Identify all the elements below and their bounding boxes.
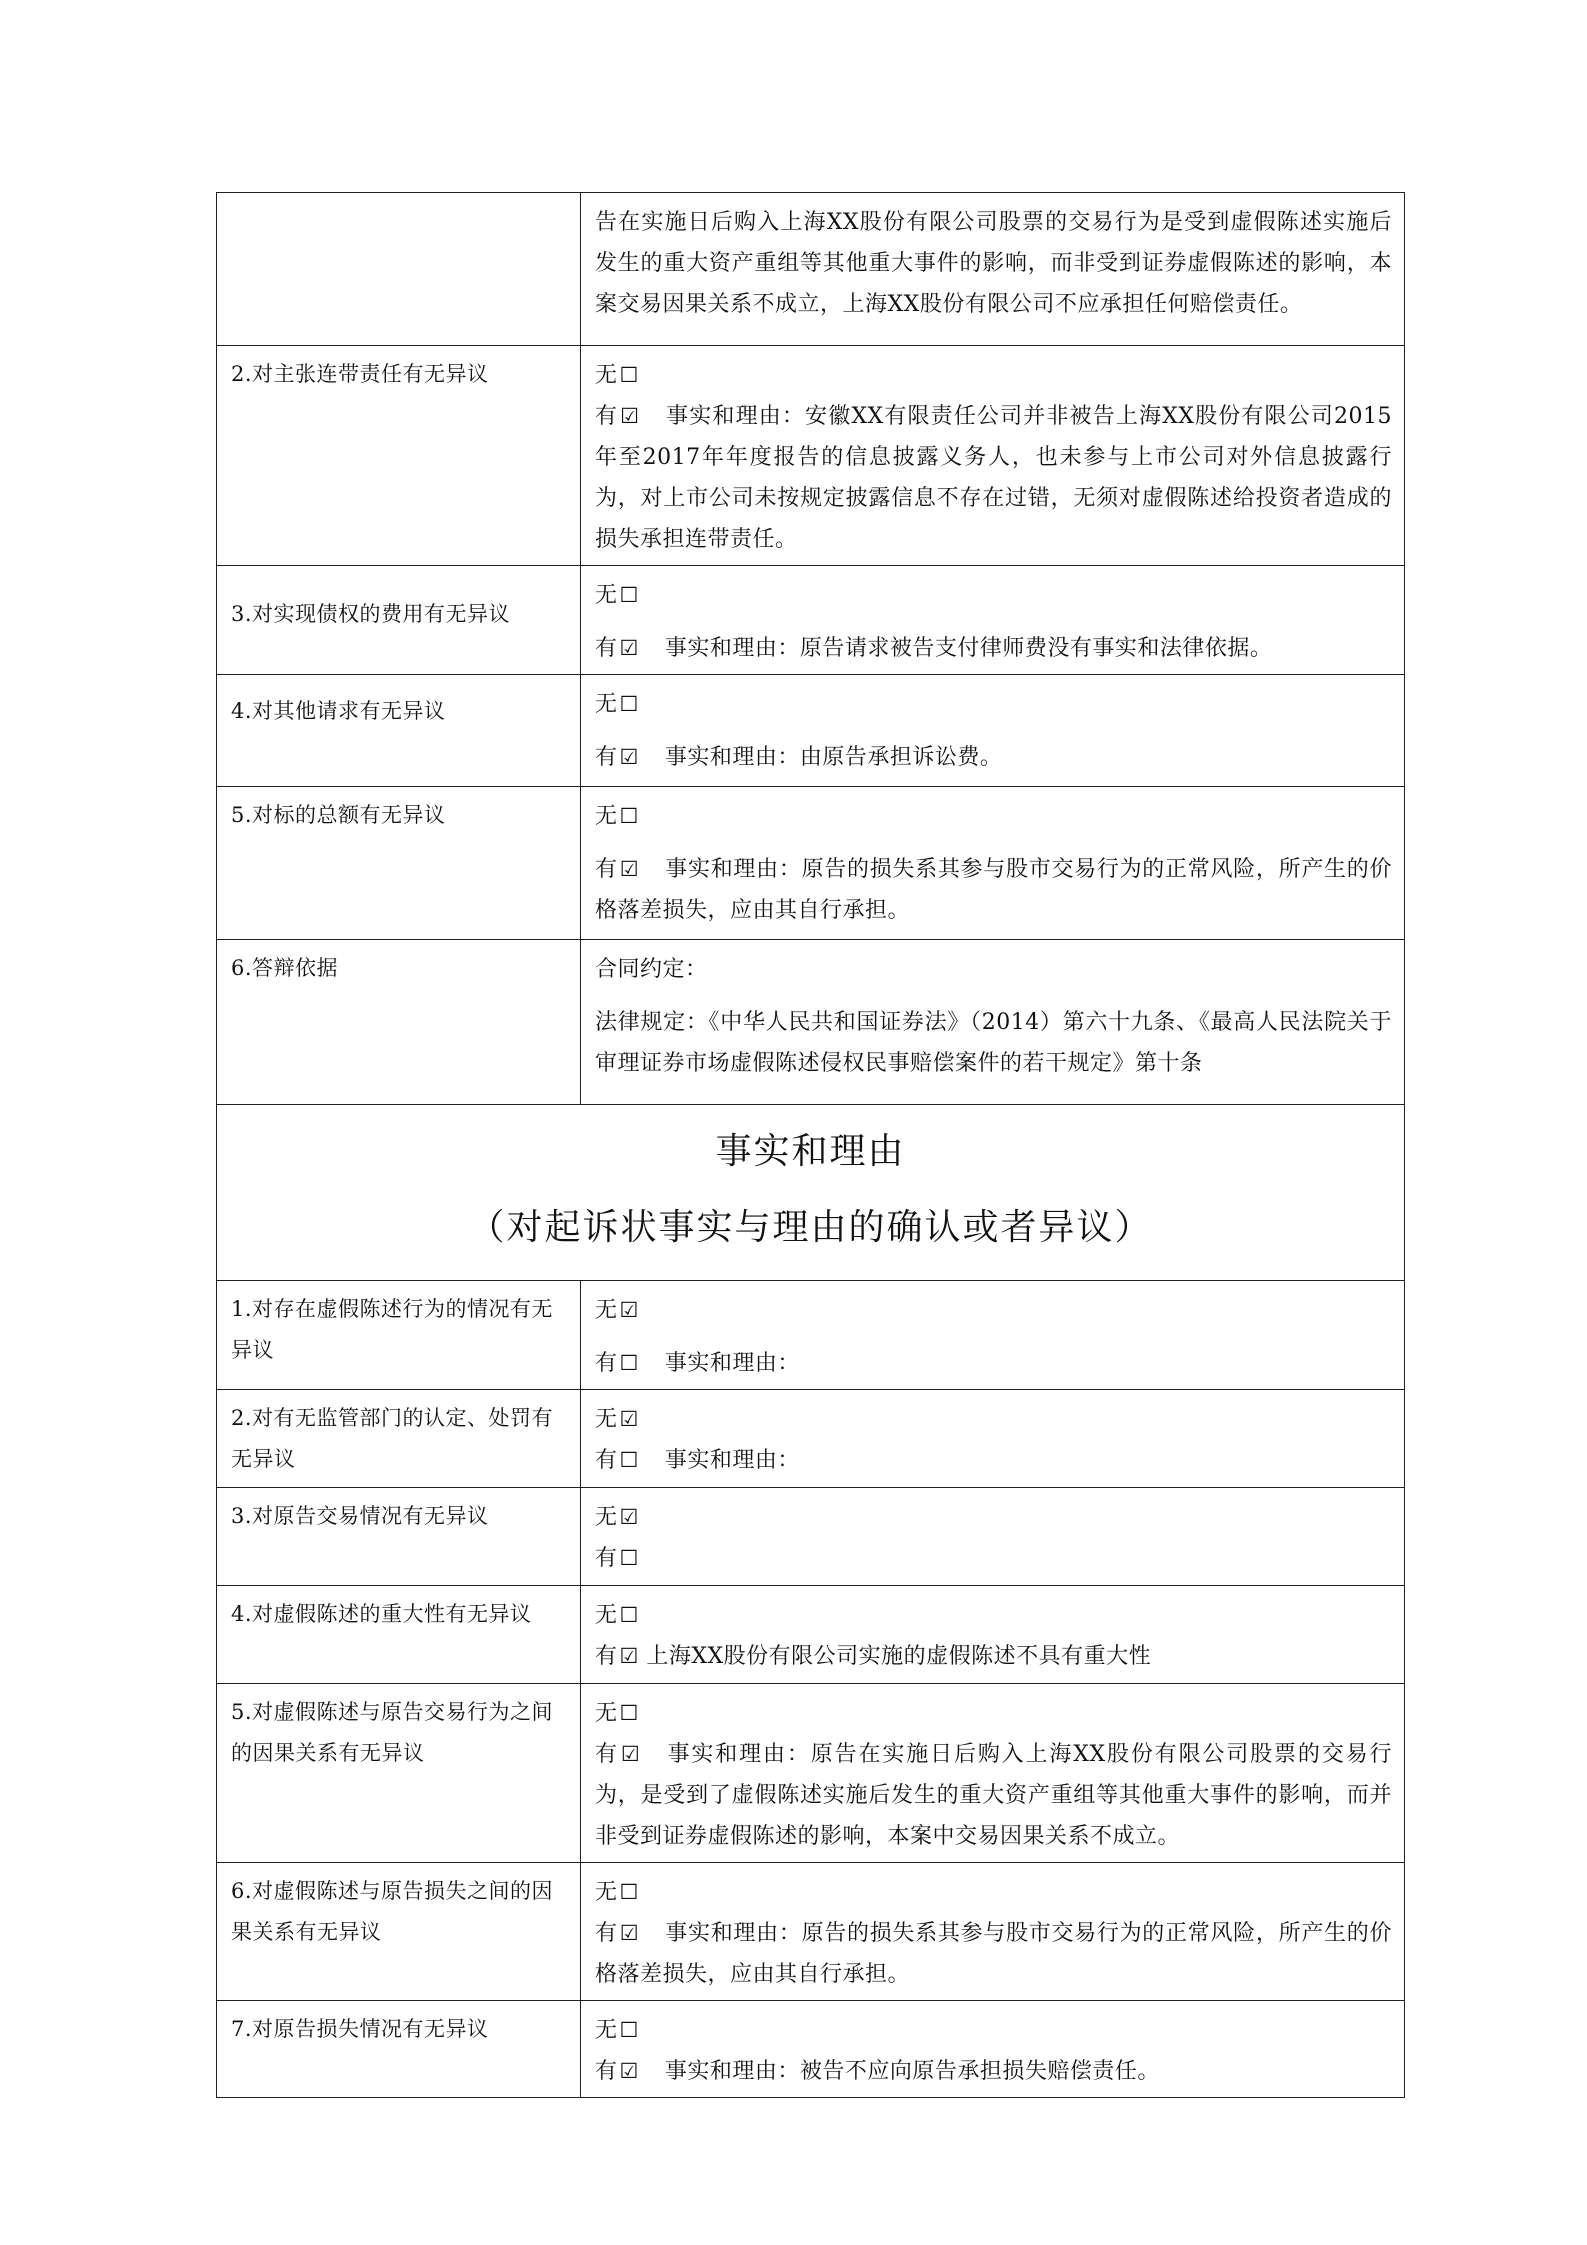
checked-box-icon[interactable]: ☑ [619,1644,639,1668]
option-no: 无☐ [595,1595,1392,1636]
question-label: 5.对虚假陈述与原告交易行为之间的因果关系有无异议 [231,1700,554,1765]
question-label: 2.对主张连带责任有无异议 [231,362,489,386]
option-yes: 有☑ 事实和理由：原告在实施日后购入上海XX股份有限公司股票的交易行为，是受到了虚假陈述实施后发生的重大资产重组等其他重大事件的影响，而并非受到证券虚假陈述的影响，本案中交易因果关系不成立。 [595,1734,1392,1857]
question-label: 7.对原告损失情况有无异议 [231,2017,489,2041]
section-heading-cell [217,1105,1405,1281]
option-yes: 有☐ 事实和理由： [595,1343,1392,1384]
empty-label-cell [217,193,581,346]
table-row [217,566,1405,675]
table-row [217,1586,1405,1684]
reason-text: 原告的损失系其参与股市交易行为的正常风险，所产生的价格落差损失，应由其自行承担。 [595,1921,1392,1987]
reason-text: 原告在实施日后购入上海XX股份有限公司股票的交易行为，是受到了虚假陈述实施后发生的重大资产重组等其他重大事件的影响，而并非受到证券虚假陈述的影响，本案中交易因果关系不成立。 [595,1742,1392,1849]
reason-label: 事实和理由： [665,857,802,882]
reason-text: 由原告承担诉讼费。 [799,745,1003,770]
option-no: 无☐ [595,1693,1392,1734]
question-label: 6.对虚假陈述与原告损失之间的因果关系有无异议 [231,1879,554,1944]
option-yes: 有☑ 事实和理由：由原告承担诉讼费。 [595,737,1392,778]
checked-box-icon[interactable]: ☑ [620,404,640,428]
unchecked-box-icon[interactable]: ☐ [619,1351,639,1375]
table-row [217,1105,1405,1281]
continuation-cell [581,193,1405,346]
answer-cell [581,1488,1405,1586]
reason-label: 事实和理由： [664,745,800,770]
answer-cell [581,346,1405,566]
unchecked-box-icon[interactable]: ☐ [619,1880,639,1904]
table-row [217,787,1405,940]
option-yes: 有☐ [595,1538,1392,1579]
question-cell [217,1684,581,1863]
continuation-text: 告在实施日后购入上海XX股份有限公司股票的交易行为是受到虚假陈述实施后发生的重大资产重组等其他重大事件的影响，而非受到证券虚假陈述的影响，本案交易因果关系不成立，上海XX股份有限公司不应承担任何赔偿责任。 [595,210,1392,317]
option-yes: 有☑ 事实和理由：原告的损失系其参与股市交易行为的正常风险，所产生的价格落差损失，应由其自行承担。 [595,849,1392,931]
option-yes: 有☑ 上海XX股份有限公司实施的虚假陈述不具有重大性 [595,1636,1392,1677]
table-row [217,940,1405,1105]
reason-label: 事实和理由： [665,1921,802,1946]
option-no: 无☐ [595,684,1392,725]
question-cell [217,1390,581,1488]
table-row [217,1390,1405,1488]
question-cell [217,1488,581,1586]
reason-text: 被告不应向原告承担损失赔偿责任。 [799,2059,1160,2084]
reason-text: 原告的损失系其参与股市交易行为的正常风险，所产生的价格落差损失，应由其自行承担。 [595,857,1392,923]
question-cell [217,787,581,940]
answer-cell [581,1390,1405,1488]
reason-text: 原告请求被告支付律师费没有事实和法律依据。 [799,636,1273,661]
unchecked-box-icon[interactable]: ☐ [619,1546,639,1570]
option-yes: 有☑ 事实和理由：安徽XX有限责任公司并非被告上海XX股份有限公司2015年至2017年年度报告的信息披露义务人，也未参与上市公司对外信息披露行为，对上市公司未按规定披露信息不存在过错，无须对虚假陈述给投资者造成的损失承担连带责任。 [595,396,1392,560]
table-row [217,1281,1405,1390]
checked-box-icon[interactable]: ☑ [619,857,640,881]
answer-cell [581,675,1405,787]
reason-label: 事实和理由： [665,404,806,429]
option-no: 无☐ [595,796,1392,837]
answer-form-table [216,192,1405,2098]
checked-box-icon[interactable]: ☑ [619,1921,640,1945]
option-no: 无☐ [595,2010,1392,2051]
answer-cell [581,566,1405,675]
option-yes: 有☑ 事实和理由：原告请求被告支付律师费没有事实和法律依据。 [595,628,1392,669]
unchecked-box-icon[interactable]: ☐ [619,1701,639,1725]
table-row [217,2001,1405,2098]
question-cell [217,1281,581,1390]
question-cell [217,1586,581,1684]
option-no: 无☐ [595,355,1392,396]
answer-cell [581,1586,1405,1684]
checked-box-icon[interactable]: ☑ [620,1742,641,1766]
checked-box-icon[interactable]: ☑ [619,2059,639,2083]
question-label: 5.对标的总额有无异议 [231,803,446,827]
reason-label: 事实和理由： [666,1742,811,1767]
checked-box-icon[interactable]: ☑ [619,745,639,769]
option-yes: 有☐ 事实和理由： [595,1440,1392,1481]
question-label: 3.对原告交易情况有无异议 [231,1504,489,1528]
option-no: 无☑ [595,1290,1392,1331]
question-label: 6.答辩依据 [231,956,339,980]
question-label: 2.对有无监管部门的认定、处罚有无异议 [231,1406,554,1471]
unchecked-box-icon[interactable]: ☐ [619,583,639,607]
question-label: 3.对实现债权的费用有无异议 [231,602,511,626]
checked-box-icon[interactable]: ☑ [619,1505,639,1529]
law-basis: 法律规定：《中华人民共和国证券法》（2014）第六十九条、《最高人民法院关于审理证券市场虚假陈述侵权民事赔偿案件的若干规定》第十条 [595,1010,1392,1076]
question-cell [217,1863,581,2001]
section-title: 事实和理由 [715,1131,906,1172]
table-row [217,1488,1405,1586]
answer-cell [581,1281,1405,1390]
table-row [217,1863,1405,2001]
reason-text: 上海XX股份有限公司实施的虚假陈述不具有重大性 [646,1644,1152,1669]
reason-label: 事实和理由： [664,2059,800,2084]
table-row [217,193,1405,346]
reason-label: 事实和理由： [664,1351,800,1376]
table-row [217,1684,1405,1863]
unchecked-box-icon[interactable]: ☐ [619,2018,639,2042]
option-no: 无☑ [595,1497,1392,1538]
unchecked-box-icon[interactable]: ☐ [619,363,639,387]
answer-cell [581,940,1405,1105]
table-row [217,675,1405,787]
question-cell [217,346,581,566]
unchecked-box-icon[interactable]: ☐ [619,692,639,716]
answer-cell [581,2001,1405,2098]
answer-cell [581,787,1405,940]
question-label: 1.对存在虚假陈述行为的情况有无异议 [231,1297,554,1362]
question-cell [217,566,581,675]
checked-box-icon[interactable]: ☑ [619,1407,639,1431]
section-subtitle: （对起诉状事实与理由的确认或者异议） [468,1207,1153,1248]
answer-cell [581,1684,1405,1863]
reason-text: 安徽XX有限责任公司并非被告上海XX股份有限公司2015年至2017年年度报告的信息披露义务人，也未参与上市公司对外信息披露行为，对上市公司未按规定披露信息不存在过错，无须对虚假陈述给投资者造成的损失承担连带责任。 [595,404,1392,552]
option-no: 无☐ [595,575,1392,616]
reason-label: 事实和理由： [664,636,800,661]
option-no: 无☐ [595,1872,1392,1913]
question-cell [217,2001,581,2098]
table-row [217,346,1405,566]
checked-box-icon[interactable]: ☑ [619,636,639,660]
question-cell [217,675,581,787]
unchecked-box-icon[interactable]: ☐ [619,1603,639,1627]
question-cell [217,940,581,1105]
unchecked-box-icon[interactable]: ☐ [619,804,639,828]
reason-label: 事实和理由： [664,1448,800,1473]
answer-cell [581,1863,1405,2001]
contract-basis: 合同约定： [595,957,708,982]
option-yes: 有☑ 事实和理由：原告的损失系其参与股市交易行为的正常风险，所产生的价格落差损失，应由其自行承担。 [595,1913,1392,1995]
question-label: 4.对其他请求有无异议 [231,699,446,723]
option-no: 无☑ [595,1399,1392,1440]
question-label: 4.对虚假陈述的重大性有无异议 [231,1602,532,1626]
unchecked-box-icon[interactable]: ☐ [619,1448,639,1472]
option-yes: 有☑ 事实和理由：被告不应向原告承担损失赔偿责任。 [595,2051,1392,2092]
checked-box-icon[interactable]: ☑ [619,1298,639,1322]
